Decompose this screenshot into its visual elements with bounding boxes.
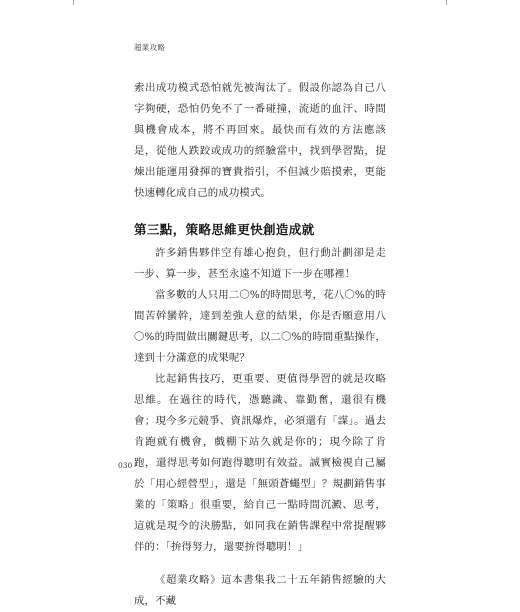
opening-paragraph: 索出成功模式恐怕就先被淘汰了。假設你認為自己八字夠硬，恐怕仍免不了一番碰撞，流逝的血汗、時間與機會成本，將不再回來。最快而有效的方法應該是，從他人跌跤或成功的經驗當中，找到學習點，提煉出能運用發揮的寶貴指引，不但減少賠摸索，更能快速轉化成自己的成功模式。 <box>134 82 386 199</box>
crop-mark-left <box>73 0 74 5</box>
paragraph-book-intro: 《超業攻略》這本書集我二十五年銷售經驗的大成，不藏 <box>134 574 386 607</box>
paragraph-gap <box>134 558 386 570</box>
section-heading: 第三點，策略思維更快創造成就 <box>134 222 315 237</box>
paragraph-ambition: 許多銷售夥伴空有雄心抱負，但行動計劃卻是走一步、算一步，甚至永遠不知道下一步在哪裡！ <box>134 247 386 280</box>
page-number: 030 <box>118 461 133 470</box>
crop-mark-right <box>446 0 447 5</box>
paragraph-strategy: 比起銷售技巧，更重要、更值得學習的就是攻略思維。在過往的時代，憑聽識、靠勤奮，還很有機會；現今多元競爭、資訊爆炸，必須還有「謀」。過去肯跑就有機會，戲棚下站久就是你的；現今除了肯跑，還得思考如何跑得聰明有效益。誠實檢視自己屬於「用心經營型」，還是「無頭蒼蠅型」？規劃銷售事業的「策略」很重要，給自己一點時間沉澱、思考，這就是現今的決勝點，如同我在銷售課程中常提醒夥伴的：「拚得努力，還要拚得聰明！」 <box>134 373 386 553</box>
page-body <box>134 78 386 612</box>
paragraph-time-ratio: 當多數的人只用二〇%的時間思考，花八〇%的時間苦幹蠻幹，達到差強人意的結果，你是否願意用八〇%的時間做出關鍵思考，以二〇%的時間重點操作，達到十分滿意的成果呢？ <box>134 289 386 364</box>
running-title: 超業攻略 <box>134 43 166 52</box>
